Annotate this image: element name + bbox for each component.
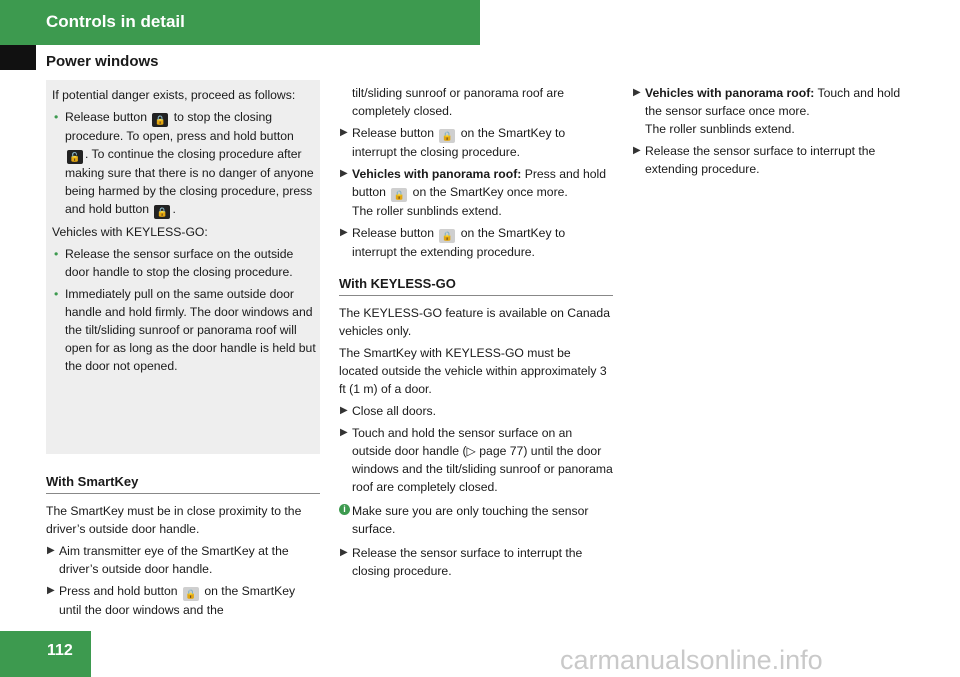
- right-column: [632, 84, 908, 182]
- step: ▶ Release button 🔒 on the SmartKey to interrupt the extending procedure.: [340, 226, 566, 259]
- step: ▶ Release button 🔒 on the SmartKey to interrupt the closing procedure.: [340, 126, 566, 159]
- warning-box: [46, 80, 320, 454]
- page-number-box: [0, 631, 91, 677]
- info-note: i Make sure you are only touching the sensor surface.: [339, 502, 613, 538]
- bullet-icon: •: [54, 110, 59, 124]
- unlock-key-icon: 🔓: [67, 150, 83, 164]
- keyless-availability: The KEYLESS-GO feature is available on Canada vehicles only.: [339, 306, 610, 338]
- step: ▶ Vehicles with panorama roof: Press and hold button 🔒 on the SmartKey once more. The roller sunblinds extend.: [340, 167, 607, 218]
- step: ▶ Aim transmitter eye of the SmartKey at the driver’s outside door handle.: [47, 544, 289, 576]
- box-intro: If potential danger exists, proceed as follows:: [52, 88, 296, 102]
- bullet-icon: •: [54, 247, 59, 261]
- step: ▶ Press and hold button 🔒 on the SmartKey until the door windows and the: [47, 584, 296, 617]
- arrow-icon: ▶: [340, 227, 348, 238]
- section-tab: [0, 45, 36, 70]
- step: ▶ Touch and hold the sensor surface on an outside door handle (▷ page 77) until the door windows and the tilt/sliding sunroof or panorama roof are completely closed.: [340, 426, 613, 494]
- page-number: 112: [47, 642, 73, 659]
- keyless-label: Vehicles with KEYLESS-GO:: [52, 225, 208, 239]
- box-bullet-2: • Release the sensor surface on the outside door handle to stop the closing procedure.: [54, 247, 294, 279]
- lock-key-icon: 🔒: [439, 129, 455, 143]
- bullet-icon: •: [54, 287, 59, 301]
- keyless-range: The SmartKey with KEYLESS-GO must be located outside the vehicle within approximately 3 ft (1 m) of a door.: [339, 346, 607, 396]
- arrow-icon: ▶: [340, 168, 348, 179]
- middle-column: [339, 84, 613, 584]
- arrow-icon: ▶: [340, 405, 348, 416]
- continued-text: tilt/sliding sunroof or panorama roof are completely closed.: [352, 86, 565, 118]
- arrow-icon: ▶: [47, 585, 55, 596]
- arrow-icon: ▶: [47, 545, 55, 556]
- smartkey-section: [46, 473, 320, 623]
- arrow-icon: ▶: [340, 127, 348, 138]
- arrow-icon: ▶: [633, 145, 641, 156]
- box-bullet-1: • Release button 🔒 to stop the closing procedure. To open, press and hold button 🔓 . To continue the closing procedure after making sure that there is no danger of anyone being harmed by the closing procedure, press and hold button 🔒 .: [54, 110, 314, 217]
- lock-key-icon: 🔒: [391, 188, 407, 202]
- lock-key-icon: 🔒: [154, 205, 170, 219]
- arrow-icon: ▶: [340, 547, 348, 558]
- step: ▶ Close all doors.: [340, 404, 436, 418]
- step: ▶ Release the sensor surface to interrupt the closing procedure.: [340, 546, 583, 578]
- watermark: carmanualsonline.info: [560, 645, 823, 675]
- lock-key-icon: 🔒: [183, 587, 199, 601]
- section-title: Power windows: [46, 53, 159, 70]
- smartkey-heading: With SmartKey: [46, 473, 320, 494]
- smartkey-intro: The SmartKey must be in close proximity to the driver’s outside door handle.: [46, 504, 302, 536]
- step: ▶ Vehicles with panorama roof: Touch and hold the sensor surface once more. The roller sunblinds extend.: [633, 86, 901, 136]
- chapter-title: Controls in detail: [46, 12, 185, 31]
- step: ▶ Release the sensor surface to interrupt the extending procedure.: [633, 144, 876, 176]
- arrow-icon: ▶: [340, 427, 348, 438]
- box-bullet-3: • Immediately pull on the same outside door handle and hold firmly. The door windows and the tilt/sliding sunroof or panorama roof will open for as long as the door handle is held but the door not opened.: [54, 287, 316, 373]
- arrow-icon: ▶: [633, 87, 641, 98]
- lock-key-icon: 🔒: [152, 113, 168, 127]
- page-reference-link[interactable]: ▷ page 77: [466, 444, 524, 458]
- info-icon: i: [339, 504, 350, 515]
- keyless-heading: With KEYLESS-GO: [339, 275, 613, 296]
- lock-key-icon: 🔒: [439, 229, 455, 243]
